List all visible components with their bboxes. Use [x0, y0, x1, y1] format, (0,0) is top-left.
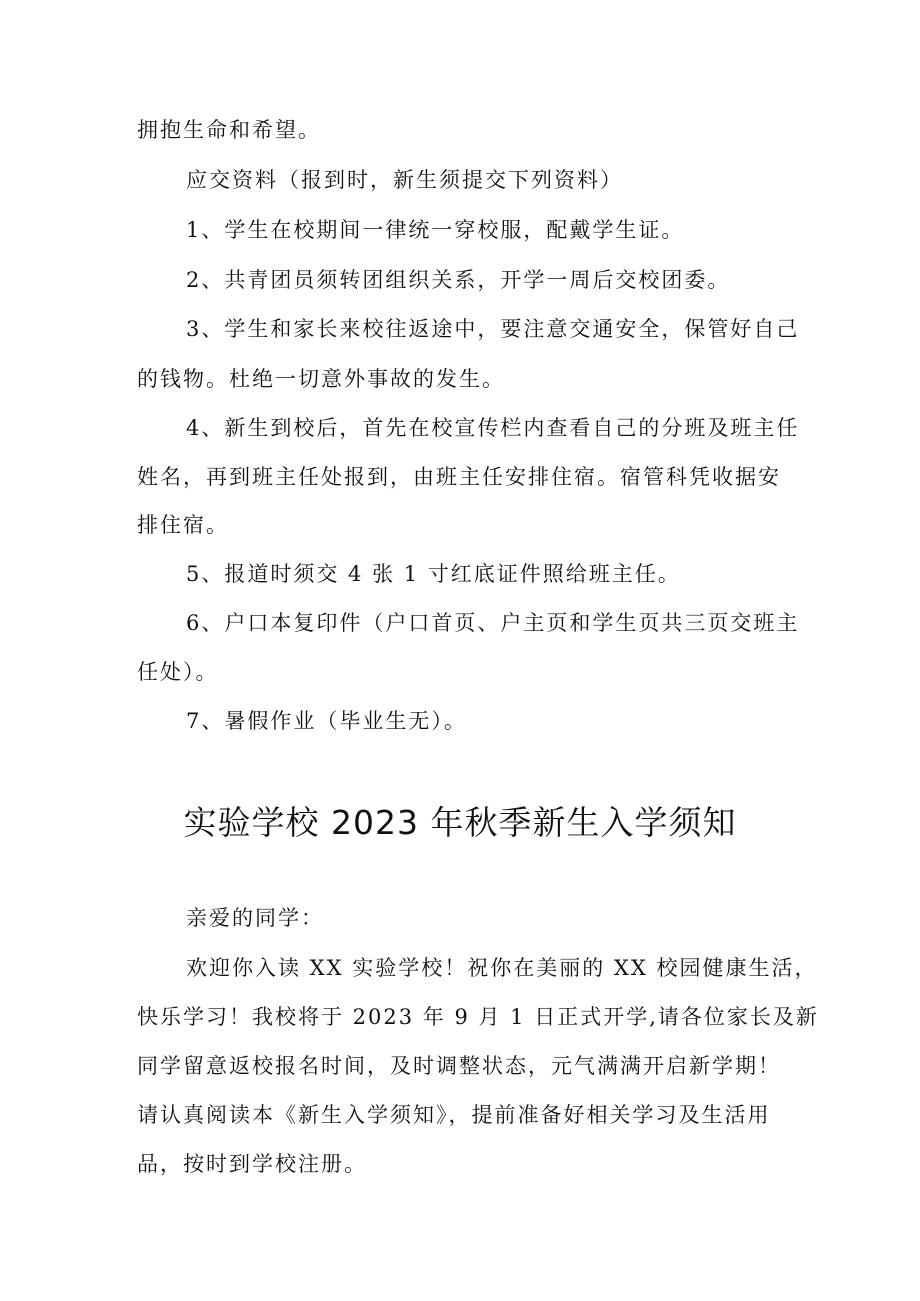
materials-heading: 应交资料（报到时，新生须提交下列资料） — [186, 168, 623, 192]
paragraph-line: 拥抱生命和希望。 — [137, 118, 321, 142]
welcome-paragraph-line: 请认真阅读本《新生入学须知》，提前准备好相关学习及生活用 — [137, 1103, 771, 1127]
item-4-continued: 排住宿。 — [137, 513, 229, 537]
welcome-paragraph-line: 快乐学习！我校将于 2023 年 9 月 1 日正式开学,请各位家长及新 — [137, 1005, 819, 1029]
item-4: 4、新生到校后，首先在校宣传栏内查看自己的分班及班主任 — [186, 416, 800, 440]
item-6: 6、户口本复印件（户口首页、户主页和学生页共三页交班主 — [186, 611, 800, 635]
item-3-continued: 的钱物。杜绝一切意外事故的发生。 — [137, 367, 505, 391]
document-title: 实验学校 2023 年秋季新生入学须知 — [183, 803, 737, 842]
welcome-paragraph-line: 同学留意返校报名时间，及时调整状态，元气满满开启新学期！ — [137, 1054, 781, 1078]
welcome-paragraph-line: 品，按时到学校注册。 — [137, 1152, 367, 1176]
item-2: 2、共青团员须转团组织关系，开学一周后交校团委。 — [186, 268, 731, 292]
item-1: 1、学生在校期间一律统一穿校服，配戴学生证。 — [186, 218, 685, 242]
item-5: 5、报道时须交 4 张 1 寸红底证件照给班主任。 — [186, 562, 681, 586]
item-7: 7、暑假作业（毕业生无）。 — [186, 709, 467, 733]
greeting: 亲爱的同学： — [186, 906, 324, 930]
welcome-paragraph-line: 欢迎你入读 XX 实验学校！祝你在美丽的 XX 校园健康生活， — [186, 956, 818, 980]
item-6-continued: 任处）。 — [137, 660, 219, 684]
item-4-continued: 姓名，再到班主任处报到，由班主任安排住宿。宿管科凭收据安 — [137, 465, 781, 489]
item-3: 3、学生和家长来校往返途中，要注意交通安全，保管好自己 — [186, 317, 800, 341]
